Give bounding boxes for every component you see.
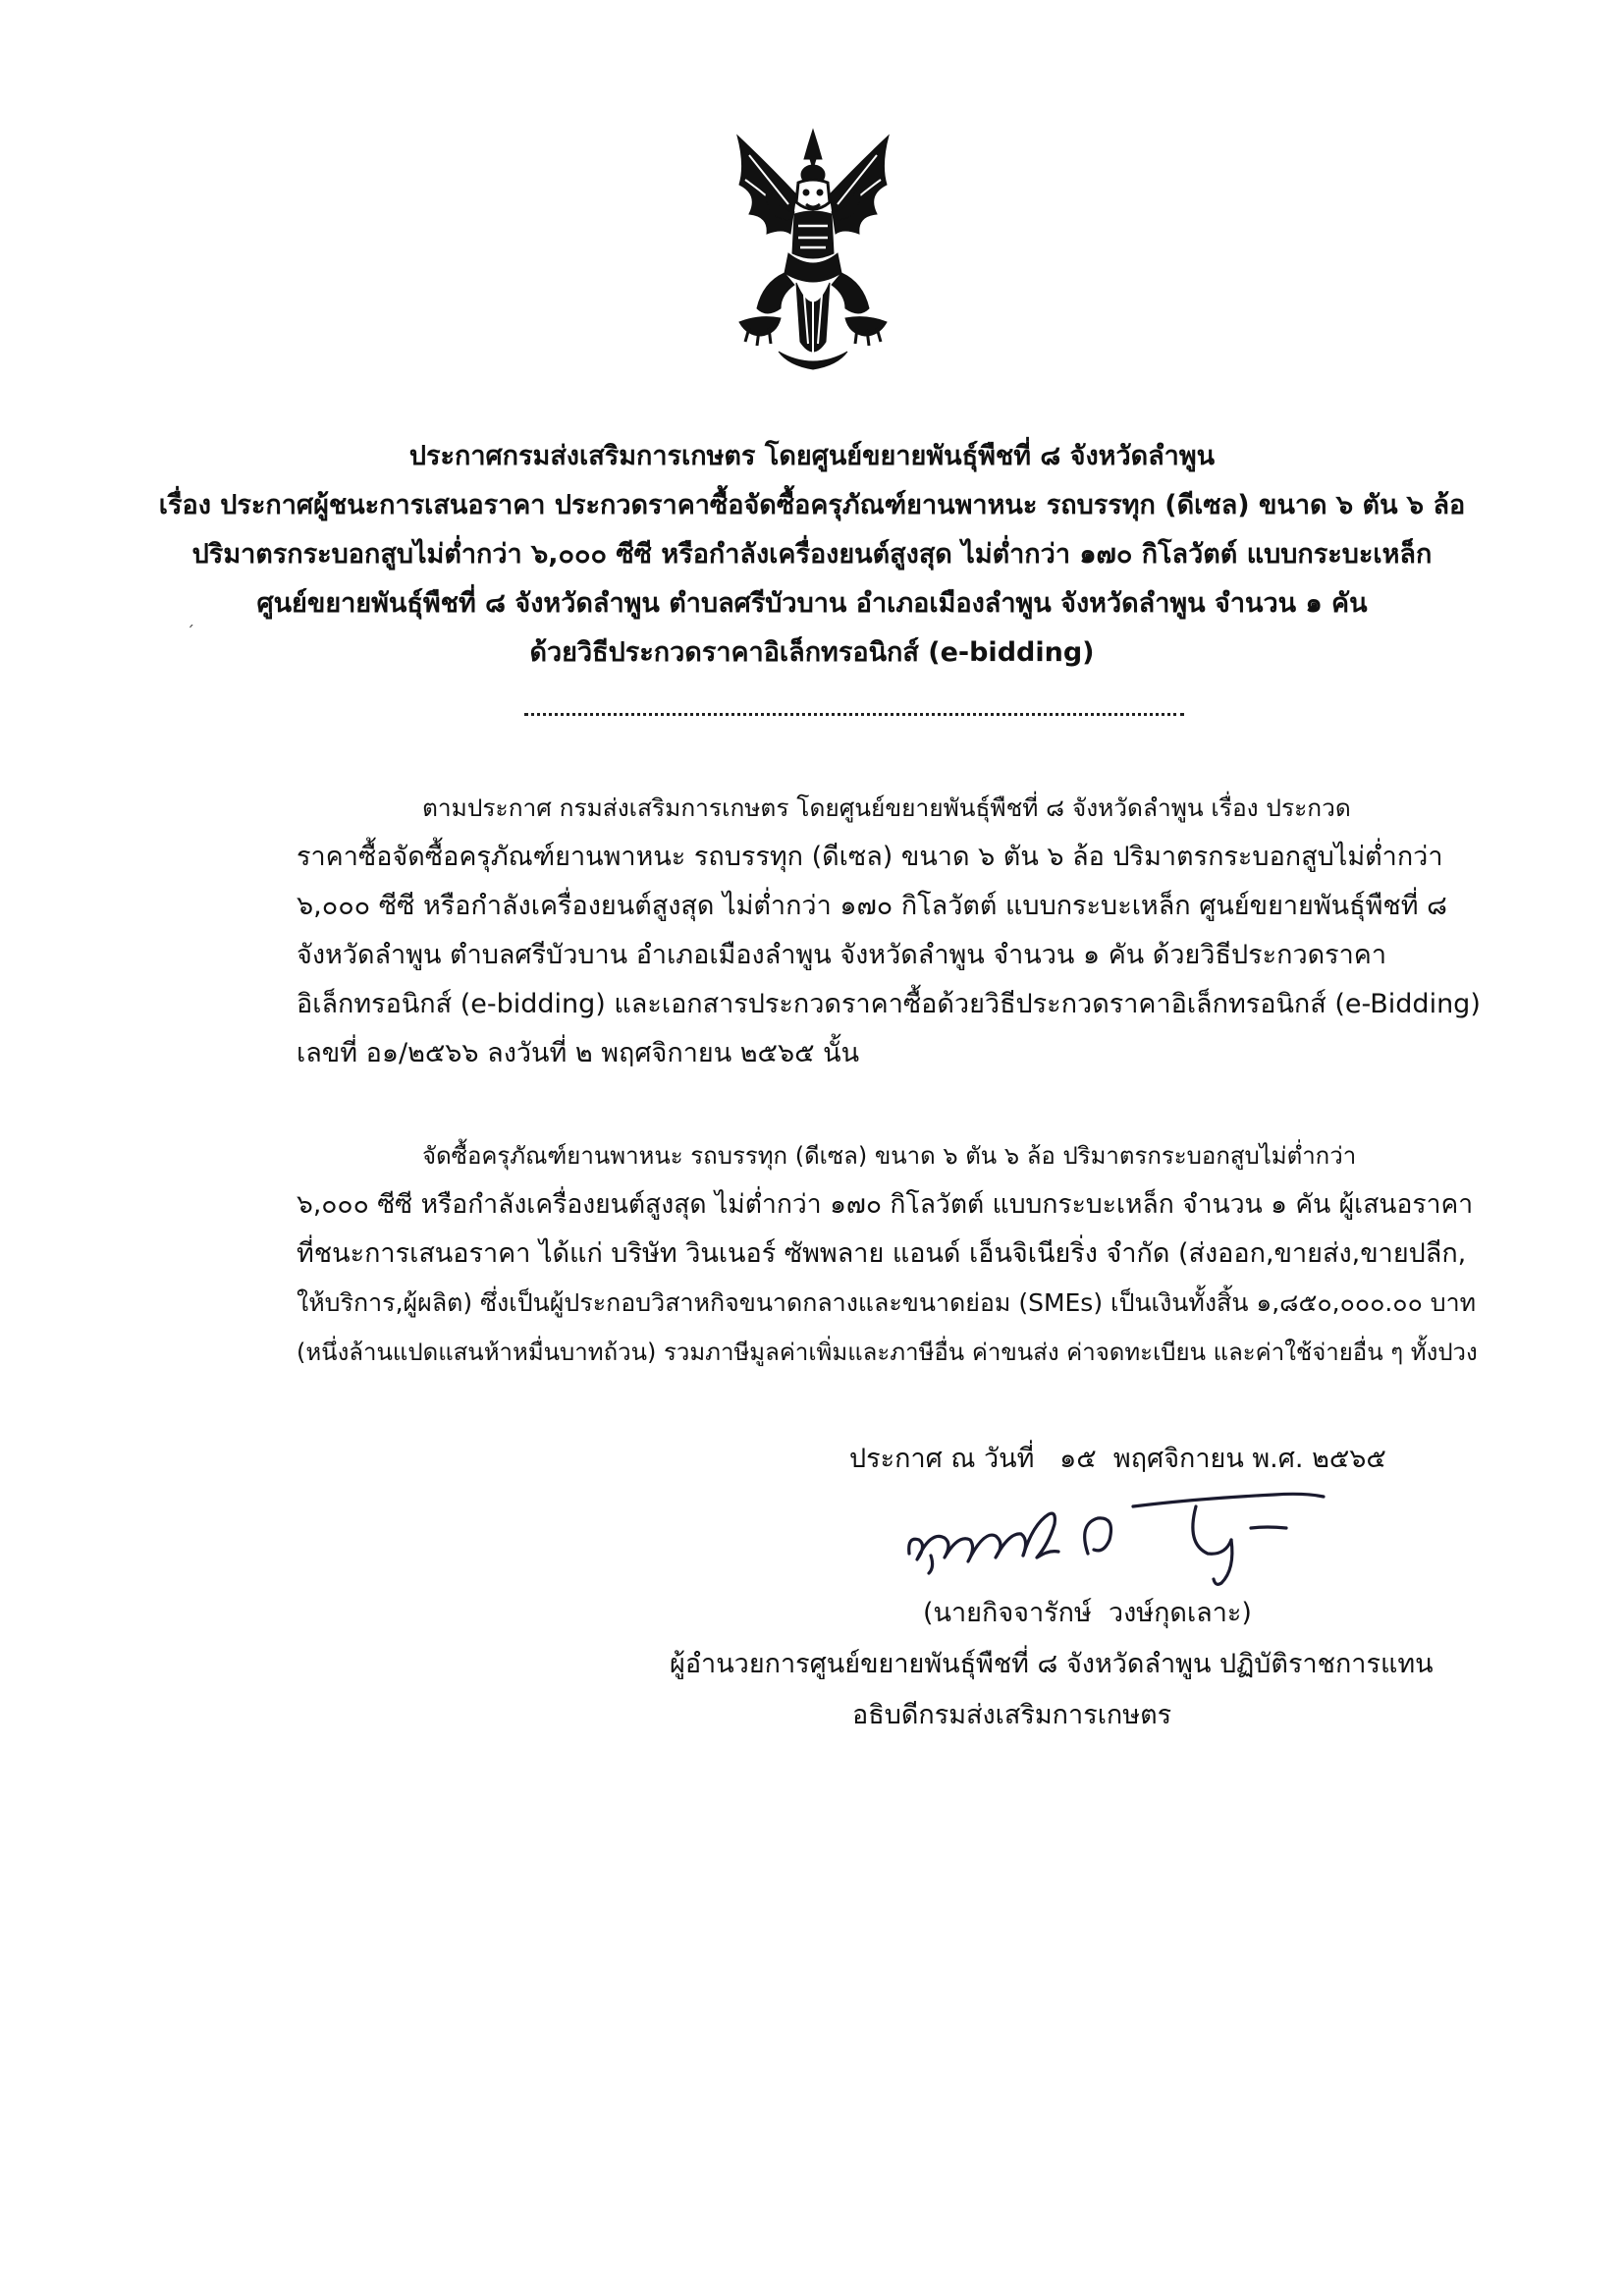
paragraph-line: ราคาซื้อจัดซื้อครุภัณฑ์ยานพาหนะ รถบรรทุก (ดีเซล) ขนาด ๖ ตัน ๖ ล้อ ปริมาตรกระบอกสูบไม่ต่ำกว่า [297,842,1443,872]
paragraph-line: ๖,๐๐๐ ซีซี หรือกำลังเครื่องยนต์สูงสุด ไม่ต่ำกว่า ๑๗๐ กิโลวัตต์ แบบกระบะเหล็ก จำนวน ๑ คัน ผู้เสนอราคา [297,1189,1474,1220]
signer-position-line-1: ผู้อำนวยการศูนย์ขยายพันธุ์พืชที่ ๘ จังหวัดลำพูน ปฏิบัติราชการแทน [670,1649,1434,1679]
announcement-date: ประกาศ ณ วันที่ ๑๕ พฤศจิกายน พ.ศ. ๒๕๖๕ [849,1444,1386,1474]
paragraph-line: ที่ชนะการเสนอราคา ได้แก่ บริษัท วินเนอร์ ซัพพลาย แอนด์ เอ็นจิเนียริ่ง จำกัด (ส่งออก,ขายส่ง,ขายปลีก, [297,1238,1467,1269]
announcement-heading [147,432,1477,678]
paragraph-line: จังหวัดลำพูน ตำบลศรีบัวบาน อำเภอเมืองลำพูน จังหวัดลำพูน จำนวน ๑ คัน ด้วยวิธีประกวดราคา [297,940,1387,970]
paragraph-line: จัดซื้อครุภัณฑ์ยานพาหนะ รถบรรทุก (ดีเซล) ขนาด ๖ ตัน ๖ ล้อ ปริมาตรกระบอกสูบไม่ต่ำกว่า [422,1142,1357,1170]
garuda-emblem-icon [720,126,906,381]
paragraph-line: อิเล็กทรอนิกส์ (e-bidding) และเอกสารประกวดราคาซื้อด้วยวิธีประกวดราคาอิเล็กทรอนิกส์ (e-Bidding) [297,989,1481,1019]
paragraph-line: เลขที่ อ๑/๒๕๖๖ ลงวันที่ ๒ พฤศจิกายน ๒๕๖๕ นั้น [297,1038,860,1068]
signer-name: (นายกิจจารักษ์ วงษ์กุดเลาะ) [923,1598,1252,1628]
handwritten-signature-icon [901,1485,1333,1593]
signer-position-line-2: อธิบดีกรมส่งเสริมการเกษตร [852,1700,1172,1730]
body-paragraph-2 [297,1131,1485,1377]
paragraph-line: ให้บริการ,ผู้ผลิต) ซึ่งเป็นผู้ประกอบวิสาหกิจขนาดกลางและขนาดย่อม (SMEs) เป็นเงินทั้งสิ้น ๑,๘๕๐,๐๐๐.๐๐ บาท [297,1288,1477,1317]
heading-line-4: ศูนย์ขยายพันธุ์พืชที่ ๘ จังหวัดลำพูน ตำบลศรีบัวบาน อำเภอเมืองลำพูน จังหวัดลำพูน จำนวน ๑ คัน [256,588,1368,619]
heading-line-1: ประกาศกรมส่งเสริมการเกษตร โดยศูนย์ขยายพันธุ์พืชที่ ๘ จังหวัดลำพูน [408,441,1216,471]
heading-line-5: ด้วยวิธีประกวดราคาอิเล็กทรอนิกส์ (e-bidding) [529,637,1095,668]
heading-line-3: ปริมาตรกระบอกสูบไม่ต่ำกว่า ๖,๐๐๐ ซีซี หรือกำลังเครื่องยนต์สูงสุด ไม่ต่ำกว่า ๑๗๐ กิโลวัตต์ แบบกระบะเหล็ก [191,539,1433,570]
paragraph-line: ๖,๐๐๐ ซีซี หรือกำลังเครื่องยนต์สูงสุด ไม่ต่ำกว่า ๑๗๐ กิโลวัตต์ แบบกระบะเหล็ก ศูนย์ขยายพันธุ์พืชที่ ๘ [297,891,1447,921]
paragraph-line: ตามประกาศ กรมส่งเสริมการเกษตร โดยศูนย์ขยายพันธุ์พืชที่ ๘ จังหวัดลำพูน เรื่อง ประกวด [422,793,1351,822]
body-paragraph-1 [297,784,1485,1078]
paragraph-line: (หนึ่งล้านแปดแสนห้าหมื่นบาทถ้วน) รวมภาษีมูลค่าเพิ่มและภาษีอื่น ค่าขนส่ง ค่าจดทะเบียน และค่าใช้จ่ายอื่น ๆ ทั้งปวง [297,1339,1478,1366]
scan-speck: ˏ [187,609,194,628]
heading-line-2: เรื่อง ประกาศผู้ชนะการเสนอราคา ประกวดราคาซื้อจัดซื้อครุภัณฑ์ยานพาหนะ รถบรรทุก (ดีเซล) ขนาด ๖ ตัน ๖ ล้อ [158,490,1466,520]
heading-divider [524,713,1184,716]
